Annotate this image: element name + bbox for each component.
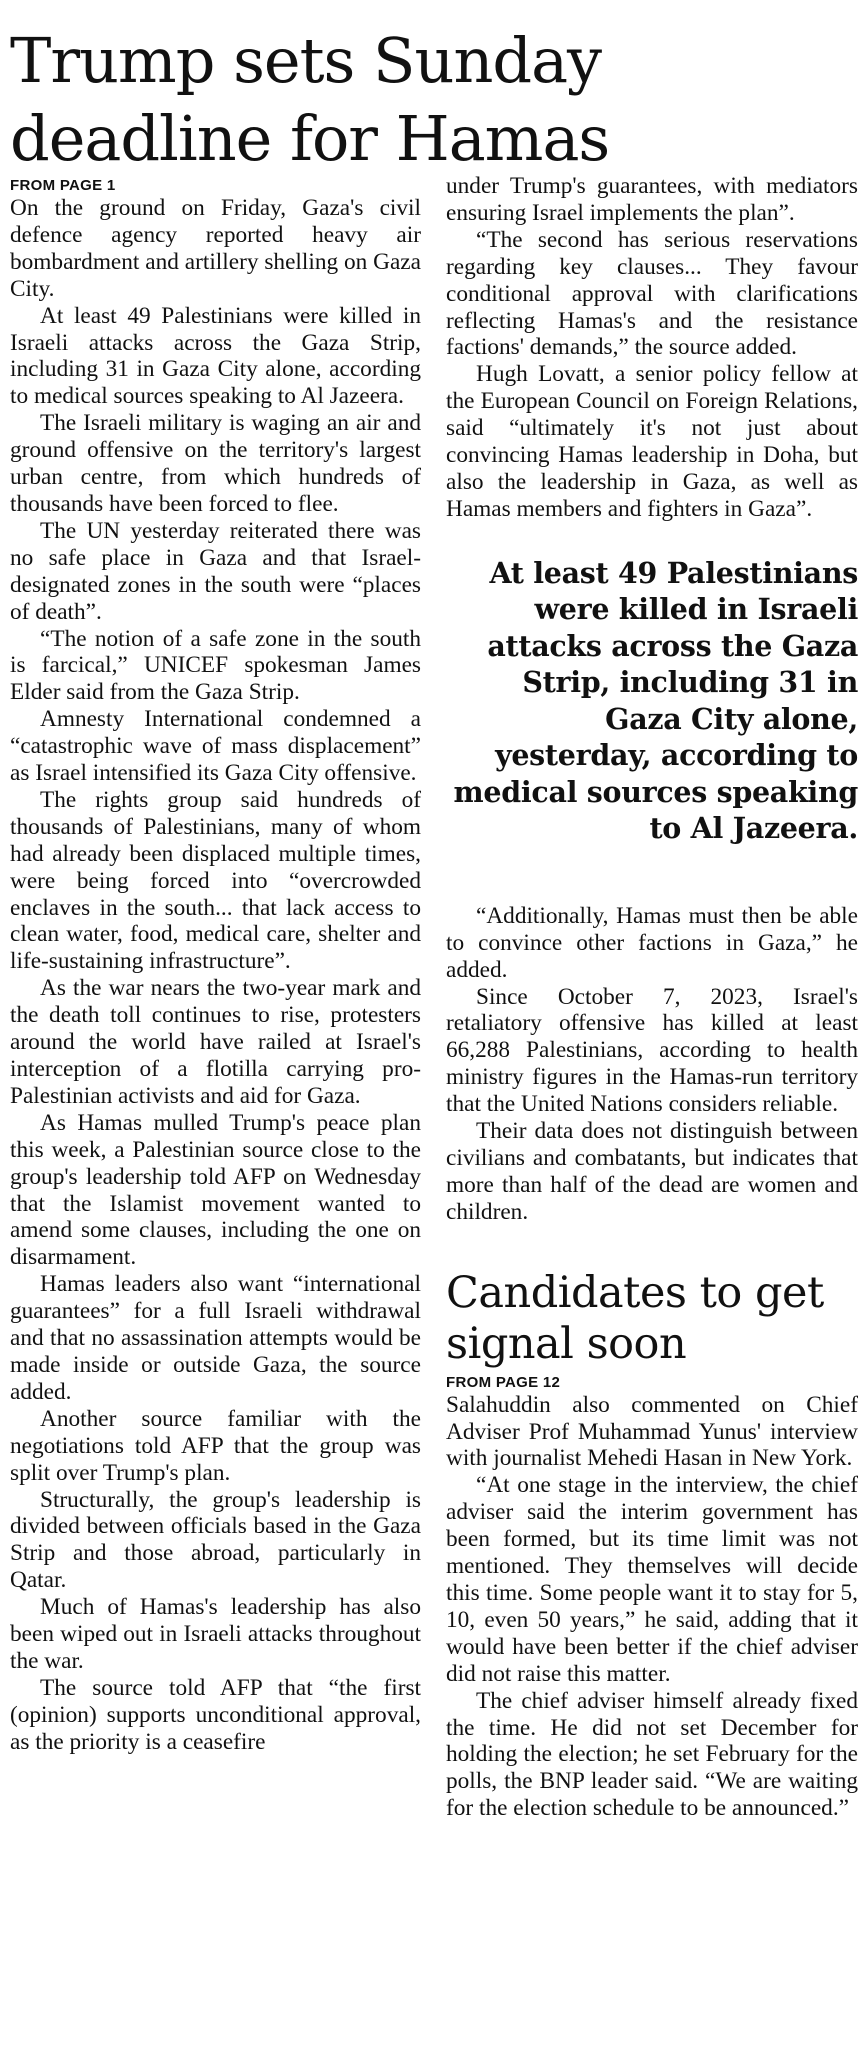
story1-paragraph: Another source familiar with the negotiations told AFP that the group was split over Trump's plan. [10, 1405, 421, 1486]
story1-headline: Trump sets Sunday deadline for Hamas [10, 24, 610, 175]
story1-paragraph: under Trump's guarantees, with mediators ensuring Israel implements the plan”. [446, 173, 858, 226]
story1-right-column [446, 173, 858, 1822]
story2-kicker: FROM PAGE 12 [446, 1373, 561, 1391]
story2-paragraph: The chief adviser himself already fixed the time. He did not set December for holding the election; he set February for the polls, the BNP leader said. “We are waiting for the election schedule to be announced.” [446, 1687, 858, 1822]
story1-paragraph: The Israeli military is waging an air and ground offensive on the territory's largest urban centre, from which hundreds of thousands have been forced to flee. [10, 410, 421, 517]
story1-paragraph: Hamas leaders also want “international guarantees” for a full Israeli withdrawal and that no assassination attempts would be made inside or outside Gaza, the source added. [10, 1271, 421, 1405]
story1-paragraph: At least 49 Palestinians were killed in Israeli attacks across the Gaza Strip, including 31 in Gaza City alone, according to medical sources speaking to Al Jazeera. [10, 302, 421, 410]
story1-paragraph: The source told AFP that “the first (opinion) supports unconditional approval, as the priority is a ceasefire [10, 1674, 421, 1755]
story1-paragraph: As the war nears the two-year mark and the death toll continues to rise, protesters around the world have railed at Israel's interception of a flotilla carrying pro-Palestinian activists and aid for Gaza. [10, 975, 421, 1109]
story1-left-column [10, 173, 421, 1756]
story1-paragraph: “Additionally, Hamas must then be able to convince other factions in Gaza,” he added. [446, 902, 858, 983]
story2-headline: Candidates to get signal soon [446, 1267, 824, 1369]
story1-paragraph: Amnesty International condemned a “catastrophic wave of mass displacement” as Israel intensified its Gaza City offensive. [10, 706, 421, 787]
story1-paragraph: On the ground on Friday, Gaza's civil defence agency reported heavy air bombardment and artillery shelling on Gaza City. [10, 195, 421, 302]
story1-paragraph: Since October 7, 2023, Israel's retaliatory offensive has killed at least 66,288 Palestinians, according to health ministry figures in the Hamas-run territory that the United Nations considers reliable. [446, 983, 858, 1118]
story2-paragraph: Salahuddin also commented on Chief Adviser Prof Muhammad Yunus' interview with journalist Mehedi Hasan in New York. [446, 1391, 858, 1472]
story1-paragraph: Structurally, the group's leadership is divided between officials based in the Gaza Strip and those abroad, particularly in Qatar. [10, 1486, 421, 1594]
story1-paragraph: “The notion of a safe zone in the south is farcical,” UNICEF spokesman James Elder said from the Gaza Strip. [10, 625, 421, 706]
pull-quote: At least 49 Palestinians were killed in Israeli attacks across the Gaza Strip, including 31 in Gaza City alone, yesterday, according to medical sources speaking to Al Jazeera. [453, 555, 858, 846]
story1-kicker: FROM PAGE 1 [10, 177, 116, 194]
story2-paragraph: “At one stage in the interview, the chief adviser said the interim government has been formed, but its time limit was not mentioned. They themselves will decide this time. Some people want it to stay for 5, 10, even 50 years,” he said, adding that it would have been better if the chief adviser did not raise this matter. [446, 1472, 858, 1687]
story1-paragraph: The rights group said hundreds of thousands of Palestinians, many of whom had already been displaced multiple times, were being forced into “overcrowded enclaves in the south... that lack access to clean water, food, medical care, shelter and life-sustaining infrastructure”. [10, 786, 421, 975]
story1-paragraph: Much of Hamas's leadership has also been wiped out in Israeli attacks throughout the war. [10, 1594, 421, 1674]
story1-paragraph: Their data does not distinguish between civilians and combatants, but indicates that more than half of the dead are women and children. [446, 1118, 858, 1225]
story1-paragraph: As Hamas mulled Trump's peace plan this week, a Palestinian source close to the group's leadership told AFP on Wednesday that the Islamist movement wanted to amend some clauses, including the one on disarmament. [10, 1109, 421, 1271]
story1-paragraph: “The second has serious reservations regarding key clauses... They favour conditional approval with clarifications reflecting Hamas's and the resistance factions' demands,” the source added. [446, 226, 858, 361]
story1-paragraph: The UN yesterday reiterated there was no safe place in Gaza and that Israel-designated zones in the south were “places of death”. [10, 517, 421, 625]
story1-paragraph: Hugh Lovatt, a senior policy fellow at the European Council on Foreign Relations, said “ultimately it's not just about convincing Hamas leadership in Doha, but also the leadership in Gaza, as well as Hamas members and fighters in Gaza”. [446, 361, 858, 522]
